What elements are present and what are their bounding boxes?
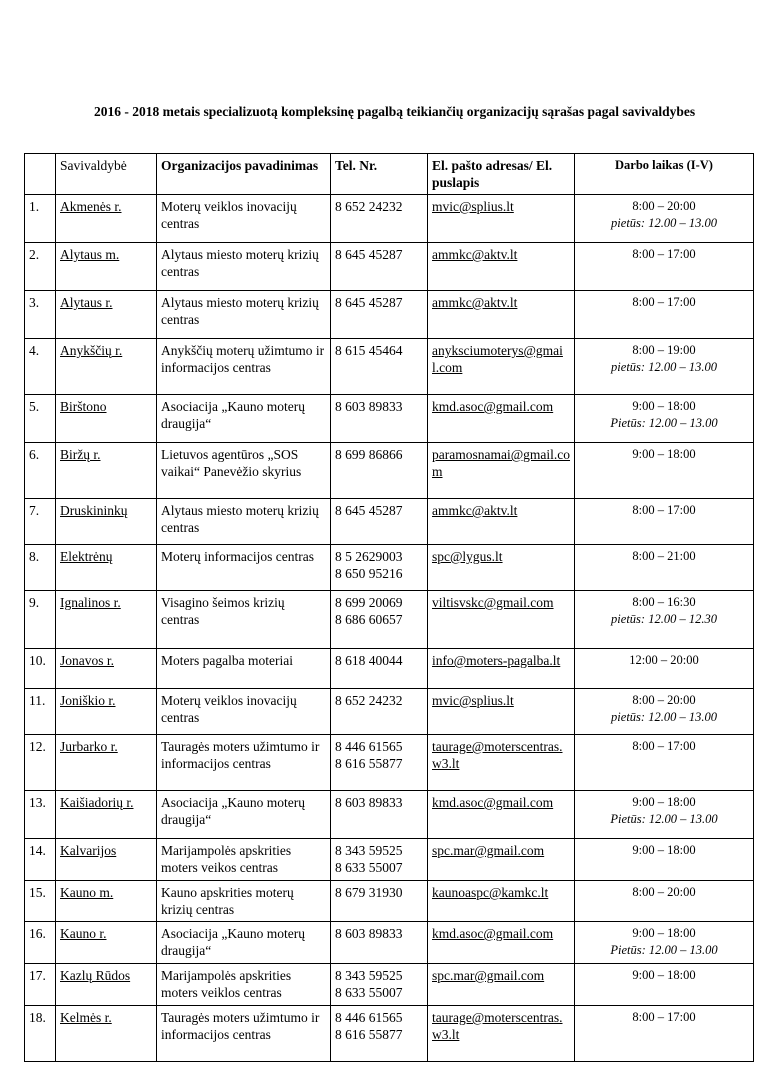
email-link-text[interactable]: anyksciumoterys@gmail.com: [432, 343, 563, 375]
phone-number: [331, 443, 428, 499]
organization-name: [157, 443, 331, 499]
organization-name: [157, 735, 331, 791]
phone-number-text: 8 343 59525 8 633 55007: [335, 843, 403, 875]
row-number-text: 13.: [29, 795, 46, 810]
organization-name-text: Alytaus miesto moterų krizių centras: [161, 247, 319, 279]
organization-name: [157, 791, 331, 839]
email-link[interactable]: [428, 791, 575, 839]
organization-name: [157, 591, 331, 649]
organization-name: [157, 545, 331, 591]
organization-name: [157, 839, 331, 881]
municipality-link-text[interactable]: Alytaus r.: [60, 295, 113, 310]
working-hours: [575, 735, 754, 791]
email-link[interactable]: [428, 591, 575, 649]
organization-name: [157, 291, 331, 339]
phone-number: [331, 839, 428, 881]
municipality-link[interactable]: [56, 499, 157, 545]
row-number-text: 8.: [29, 549, 40, 564]
working-hours: [575, 243, 754, 291]
working-hours: [575, 1006, 754, 1062]
working-hours: [575, 291, 754, 339]
working-hours-text: 8:00 – 17:00: [632, 739, 696, 753]
organization-name: [157, 243, 331, 291]
municipality-link-text[interactable]: Ignalinos r.: [60, 595, 121, 610]
row-number-text: 2.: [29, 247, 40, 262]
table-row: [25, 839, 754, 881]
municipality-link[interactable]: [56, 545, 157, 591]
phone-number: [331, 735, 428, 791]
municipality-link-text[interactable]: Alytaus m.: [60, 247, 120, 262]
working-hours: [575, 881, 754, 922]
phone-number: [331, 791, 428, 839]
email-link-text[interactable]: ammkc@aktv.lt: [432, 247, 518, 262]
municipality-link-text[interactable]: Biržų r.: [60, 447, 101, 462]
email-link[interactable]: [428, 922, 575, 964]
email-link[interactable]: [428, 545, 575, 591]
row-number: [25, 443, 56, 499]
municipality-link-text[interactable]: Anykščių r.: [60, 343, 123, 358]
row-number-text: 17.: [29, 968, 46, 983]
organization-name-text: Tauragės moters užimtumo ir informacijos centras: [161, 1010, 320, 1042]
municipality-link[interactable]: [56, 964, 157, 1006]
working-hours-text: 9:00 – 18:00: [632, 399, 696, 413]
email-link[interactable]: [428, 964, 575, 1006]
working-hours-text: 8:00 – 20:00: [632, 199, 696, 213]
lunch-break: pietūs: 12.00 – 13.00: [611, 216, 717, 230]
organization-name: [157, 881, 331, 922]
email-link-text[interactable]: viltisvskc@gmail.com: [432, 595, 554, 610]
row-number-text: 9.: [29, 595, 40, 610]
organization-name-text: Marijampolės apskrities moters veikos centras: [161, 843, 292, 875]
phone-number-text: 8 446 61565 8 616 55877: [335, 739, 403, 771]
row-number: [25, 839, 56, 881]
row-number: [25, 922, 56, 964]
row-number-text: 15.: [29, 885, 46, 900]
municipality-link[interactable]: [56, 195, 157, 243]
phone-number-text: 8 699 86866: [335, 447, 403, 462]
municipality-link[interactable]: [56, 881, 157, 922]
organization-name-text: Moterų informacijos centras: [161, 549, 314, 564]
municipality-link[interactable]: [56, 1006, 157, 1062]
email-link[interactable]: [428, 1006, 575, 1062]
working-hours-text: 8:00 – 16:30: [632, 595, 696, 609]
lunch-break: pietūs: 12.00 – 13.00: [611, 710, 717, 724]
working-hours: [575, 839, 754, 881]
phone-number-text: 8 446 61565 8 616 55877: [335, 1010, 403, 1042]
table-row: [25, 964, 754, 1006]
organization-name-text: Asociacija „Kauno moterų draugija“: [161, 399, 305, 431]
municipality-link[interactable]: [56, 443, 157, 499]
header-number: [25, 154, 56, 195]
working-hours: [575, 591, 754, 649]
row-number-text: 4.: [29, 343, 40, 358]
email-link-text[interactable]: info@moters-pagalba.lt: [432, 653, 561, 668]
table-row: [25, 339, 754, 395]
phone-number-text: 8 603 89833: [335, 399, 403, 414]
working-hours-text: 9:00 – 18:00: [632, 843, 696, 857]
email-link[interactable]: [428, 499, 575, 545]
working-hours-text: 8:00 – 21:00: [632, 549, 696, 563]
row-number-text: 16.: [29, 926, 46, 941]
table-row: [25, 735, 754, 791]
email-link-text[interactable]: kmd.asoc@gmail.com: [432, 926, 554, 941]
organization-name-text: Visagino šeimos krizių centras: [161, 595, 285, 627]
lunch-break: Pietūs: 12.00 – 13.00: [610, 416, 718, 430]
working-hours-text: 9:00 – 18:00: [632, 447, 696, 461]
municipality-link[interactable]: [56, 839, 157, 881]
organization-name: [157, 195, 331, 243]
row-number: [25, 881, 56, 922]
email-link-text[interactable]: taurage@moterscentras.w3.lt: [432, 739, 563, 771]
phone-number: [331, 1006, 428, 1062]
phone-number: [331, 881, 428, 922]
working-hours: [575, 689, 754, 735]
working-hours: [575, 649, 754, 689]
email-link-text[interactable]: mvic@splius.lt: [432, 199, 514, 214]
table-row: [25, 922, 754, 964]
email-link[interactable]: [428, 243, 575, 291]
working-hours-text: 8:00 – 20:00: [632, 693, 696, 707]
working-hours: [575, 339, 754, 395]
email-link-text[interactable]: mvic@splius.lt: [432, 693, 514, 708]
header-hours: Darbo laikas (I-V): [575, 154, 754, 195]
working-hours-text: 8:00 – 20:00: [632, 885, 696, 899]
working-hours: [575, 791, 754, 839]
row-number-text: 14.: [29, 843, 46, 858]
header-email: El. pašto adresas/ El. puslapis: [428, 154, 575, 195]
email-link[interactable]: [428, 689, 575, 735]
row-number: [25, 395, 56, 443]
email-link-text[interactable]: kaunoaspc@kamkc.lt: [432, 885, 549, 900]
municipality-link-text[interactable]: Joniškio r.: [60, 693, 116, 708]
organization-name: [157, 964, 331, 1006]
row-number: [25, 499, 56, 545]
phone-number-text: 8 645 45287: [335, 503, 403, 518]
organization-name: [157, 649, 331, 689]
row-number-text: 3.: [29, 295, 40, 310]
organization-name-text: Moterų veiklos inovacijų centras: [161, 199, 297, 231]
row-number-text: 11.: [29, 693, 46, 708]
working-hours-text: 8:00 – 19:00: [632, 343, 696, 357]
organization-name-text: Alytaus miesto moterų krizių centras: [161, 503, 319, 535]
working-hours-text: 8:00 – 17:00: [632, 503, 696, 517]
phone-number: [331, 195, 428, 243]
header-phone: Tel. Nr.: [331, 154, 428, 195]
email-link[interactable]: [428, 443, 575, 499]
organization-name-text: Lietuvos agentūros „SOS vaikai“ Panevėžio skyrius: [161, 447, 302, 479]
row-number: [25, 195, 56, 243]
phone-number: [331, 649, 428, 689]
table-row: [25, 791, 754, 839]
table-header-row: [25, 154, 754, 195]
working-hours-text: 9:00 – 18:00: [632, 795, 696, 809]
organization-name-text: Moters pagalba moteriai: [161, 653, 293, 668]
working-hours: [575, 499, 754, 545]
municipality-link[interactable]: [56, 291, 157, 339]
organization-name-text: Asociacija „Kauno moterų draugija“: [161, 926, 305, 958]
row-number: [25, 243, 56, 291]
phone-number: [331, 545, 428, 591]
organization-name-text: Asociacija „Kauno moterų draugija“: [161, 795, 305, 827]
row-number-text: 7.: [29, 503, 40, 518]
email-link-text[interactable]: spc@lygus.lt: [432, 549, 503, 564]
working-hours-text: 9:00 – 18:00: [632, 968, 696, 982]
working-hours: [575, 195, 754, 243]
phone-number-text: 8 615 45464: [335, 343, 403, 358]
municipality-link-text[interactable]: Kelmės r.: [60, 1010, 112, 1025]
email-link[interactable]: [428, 839, 575, 881]
working-hours-text: 8:00 – 17:00: [632, 1010, 696, 1024]
email-link[interactable]: [428, 881, 575, 922]
municipality-link-text[interactable]: Birštono: [60, 399, 107, 414]
lunch-break: Pietūs: 12.00 – 13.00: [610, 812, 718, 826]
table-row: [25, 291, 754, 339]
phone-number: [331, 922, 428, 964]
municipality-link-text[interactable]: Jonavos r.: [60, 653, 114, 668]
working-hours: [575, 964, 754, 1006]
municipality-link-text[interactable]: Akmenės r.: [60, 199, 122, 214]
phone-number-text: 8 645 45287: [335, 247, 403, 262]
phone-number-text: 8 343 59525 8 633 55007: [335, 968, 403, 1000]
document-title: 2016 - 2018 metais specializuotą kompleksinę pagalbą teikiančių organizacijų sąrašas pagal savivaldybes: [94, 104, 696, 119]
table-row: [25, 395, 754, 443]
phone-number: [331, 243, 428, 291]
phone-number: [331, 395, 428, 443]
municipality-link[interactable]: [56, 649, 157, 689]
email-link[interactable]: [428, 195, 575, 243]
email-link-text[interactable]: spc.mar@gmail.com: [432, 843, 545, 858]
municipality-link-text[interactable]: Elektrėnų: [60, 549, 113, 564]
organization-name: [157, 1006, 331, 1062]
working-hours-text: 12:00 – 20:00: [629, 653, 699, 667]
row-number-text: 1.: [29, 199, 40, 214]
municipality-link[interactable]: [56, 791, 157, 839]
municipality-link[interactable]: [56, 395, 157, 443]
row-number: [25, 791, 56, 839]
row-number-text: 5.: [29, 399, 40, 414]
phone-number-text: 8 699 20069 8 686 60657: [335, 595, 403, 627]
municipality-link-text[interactable]: Jurbarko r.: [60, 739, 118, 754]
email-link[interactable]: [428, 291, 575, 339]
row-number: [25, 545, 56, 591]
phone-number-text: 8 652 24232: [335, 199, 403, 214]
working-hours-text: 9:00 – 18:00: [632, 926, 696, 940]
email-link-text[interactable]: paramosnamai@gmail.com: [432, 447, 571, 479]
row-number: [25, 649, 56, 689]
municipality-link-text[interactable]: Druskininkų: [60, 503, 128, 518]
email-link-text[interactable]: ammkc@aktv.lt: [432, 295, 518, 310]
municipality-link-text[interactable]: Kauno m.: [60, 885, 114, 900]
header-municipality: Savivaldybė: [56, 154, 157, 195]
organization-name-text: Kauno apskrities moterų krizių centras: [161, 885, 294, 917]
phone-number: [331, 291, 428, 339]
email-link-text[interactable]: taurage@moterscentras.w3.lt: [432, 1010, 563, 1042]
row-number-text: 10.: [29, 653, 46, 668]
phone-number: [331, 499, 428, 545]
municipality-link[interactable]: [56, 922, 157, 964]
email-link-text[interactable]: kmd.asoc@gmail.com: [432, 795, 554, 810]
organization-name: [157, 922, 331, 964]
table-row: [25, 443, 754, 499]
row-number: [25, 339, 56, 395]
phone-number: [331, 339, 428, 395]
row-number: [25, 291, 56, 339]
table-row: [25, 649, 754, 689]
organization-name-text: Alytaus miesto moterų krizių centras: [161, 295, 319, 327]
email-link[interactable]: [428, 649, 575, 689]
municipality-link-text[interactable]: Kalvarijos: [60, 843, 117, 858]
phone-number-text: 8 5 2629003 8 650 95216: [335, 549, 403, 581]
email-link[interactable]: [428, 395, 575, 443]
row-number: [25, 964, 56, 1006]
phone-number: [331, 964, 428, 1006]
working-hours-text: 8:00 – 17:00: [632, 295, 696, 309]
organization-name: [157, 689, 331, 735]
working-hours: [575, 395, 754, 443]
municipality-link[interactable]: [56, 339, 157, 395]
email-link-text[interactable]: kmd.asoc@gmail.com: [432, 399, 554, 414]
row-number-text: 12.: [29, 739, 46, 754]
table-row: [25, 195, 754, 243]
lunch-break: pietūs: 12.00 – 12.30: [611, 612, 717, 626]
municipality-link-text[interactable]: Kaišiadorių r.: [60, 795, 134, 810]
table-row: [25, 499, 754, 545]
working-hours: [575, 443, 754, 499]
row-number: [25, 1006, 56, 1062]
phone-number-text: 8 652 24232: [335, 693, 403, 708]
working-hours: [575, 922, 754, 964]
email-link[interactable]: [428, 735, 575, 791]
row-number-text: 6.: [29, 447, 40, 462]
organization-name: [157, 339, 331, 395]
organization-name: [157, 395, 331, 443]
header-organization: Organizacijos pavadinimas: [157, 154, 331, 195]
phone-number: [331, 591, 428, 649]
row-number-text: 18.: [29, 1010, 46, 1025]
row-number: [25, 591, 56, 649]
working-hours-text: 8:00 – 17:00: [632, 247, 696, 261]
organization-name-text: Anykščių moterų užimtumo ir informacijos centras: [161, 343, 325, 375]
phone-number-text: 8 679 31930: [335, 885, 403, 900]
table-row: [25, 243, 754, 291]
organizations-table: [24, 153, 754, 1062]
municipality-link-text[interactable]: Kauno r.: [60, 926, 107, 941]
municipality-link-text[interactable]: Kazlų Rūdos: [60, 968, 131, 983]
table-row: [25, 1006, 754, 1062]
email-link-text[interactable]: spc.mar@gmail.com: [432, 968, 545, 983]
municipality-link[interactable]: [56, 591, 157, 649]
row-number: [25, 735, 56, 791]
table-row: [25, 689, 754, 735]
table-row: [25, 881, 754, 922]
phone-number-text: 8 618 40044: [335, 653, 403, 668]
working-hours: [575, 545, 754, 591]
email-link-text[interactable]: ammkc@aktv.lt: [432, 503, 518, 518]
organization-name-text: Moterų veiklos inovacijų centras: [161, 693, 297, 725]
organization-name-text: Marijampolės apskrities moters veiklos centras: [161, 968, 292, 1000]
lunch-break: pietūs: 12.00 – 13.00: [611, 360, 717, 374]
municipality-link[interactable]: [56, 735, 157, 791]
organization-name-text: Tauragės moters užimtumo ir informacijos centras: [161, 739, 320, 771]
table-row: [25, 591, 754, 649]
municipality-link[interactable]: [56, 243, 157, 291]
phone-number-text: 8 645 45287: [335, 295, 403, 310]
phone-number: [331, 689, 428, 735]
email-link[interactable]: [428, 339, 575, 395]
phone-number-text: 8 603 89833: [335, 795, 403, 810]
organization-name: [157, 499, 331, 545]
lunch-break: Pietūs: 12.00 – 13.00: [610, 943, 718, 957]
row-number: [25, 689, 56, 735]
phone-number-text: 8 603 89833: [335, 926, 403, 941]
table-row: [25, 545, 754, 591]
municipality-link[interactable]: [56, 689, 157, 735]
